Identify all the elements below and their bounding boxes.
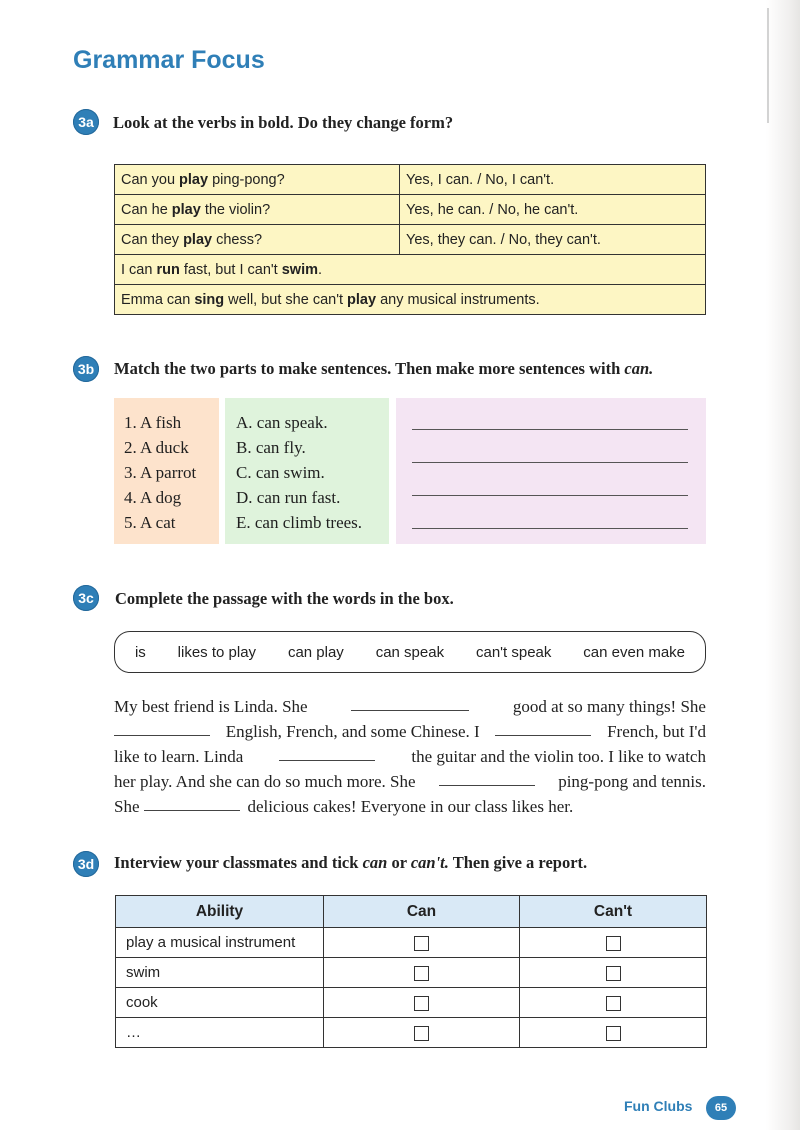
blank-field[interactable] xyxy=(439,769,535,786)
survey-table-3d xyxy=(115,895,707,1048)
grammar-table-3a xyxy=(114,164,706,315)
predicates-box xyxy=(225,398,389,544)
passage-line: She delicious cakes! Everyone in our class likes her. xyxy=(114,794,706,819)
section-title: Grammar Focus xyxy=(73,46,265,74)
cant-checkbox[interactable] xyxy=(606,1026,621,1041)
blank-field[interactable] xyxy=(279,744,375,761)
badge-3b: 3b xyxy=(73,356,99,382)
table-header-row xyxy=(116,896,707,928)
answer-line[interactable] xyxy=(412,429,688,430)
table-row xyxy=(116,958,707,988)
page-edge-line xyxy=(767,8,769,123)
list-item: 2. A duck xyxy=(124,438,189,457)
instruction-3d: Interview your classmates and tick can or can't. Then give a report. xyxy=(114,853,588,872)
can-checkbox[interactable] xyxy=(414,936,429,951)
word-box xyxy=(114,631,706,673)
blank-field[interactable] xyxy=(351,694,469,711)
word-option: likes to play xyxy=(177,643,257,661)
answer-line[interactable] xyxy=(412,462,688,463)
word-option: can speak xyxy=(375,643,445,661)
answer-line[interactable] xyxy=(412,528,688,529)
table-row xyxy=(116,1018,707,1048)
statement-cell: Emma can sing well, but she can't play any musical instruments. xyxy=(115,285,706,315)
answer-cell: Yes, he can. / No, he can't. xyxy=(400,195,706,225)
passage-line: English, French, and some Chinese. I French, but I'd xyxy=(114,719,706,744)
word-option: is xyxy=(134,643,146,661)
page-edge-shadow xyxy=(766,0,800,1130)
word-option: can play xyxy=(287,643,344,661)
table-row xyxy=(115,285,706,315)
ability-cell: play a musical instrument xyxy=(116,928,324,958)
list-item: 1. A fish xyxy=(124,413,182,432)
answer-cell: Yes, I can. / No, I can't. xyxy=(400,165,706,195)
list-item: E. can climb trees. xyxy=(236,513,363,532)
list-item: C. can swim. xyxy=(236,463,325,482)
ability-cell: cook xyxy=(116,988,324,1018)
answer-cell: Yes, they can. / No, they can't. xyxy=(400,225,706,255)
blank-field[interactable] xyxy=(144,794,240,811)
blank-field[interactable] xyxy=(114,719,210,736)
list-item: A. can speak. xyxy=(236,413,328,432)
table-row xyxy=(116,988,707,1018)
column-header: Ability xyxy=(116,896,324,928)
subjects-box xyxy=(114,398,219,544)
cant-checkbox[interactable] xyxy=(606,966,621,981)
cant-checkbox[interactable] xyxy=(606,936,621,951)
question-cell: Can they play chess? xyxy=(115,225,400,255)
page-number-badge: 65 xyxy=(706,1096,736,1120)
blank-field[interactable] xyxy=(495,719,591,736)
table-row xyxy=(115,255,706,285)
can-checkbox[interactable] xyxy=(414,1026,429,1041)
statement-cell: I can run fast, but I can't swim. xyxy=(115,255,706,285)
passage-line: My best friend is Linda. She good at so many things! She xyxy=(114,694,706,719)
list-item: D. can run fast. xyxy=(236,488,341,507)
can-checkbox[interactable] xyxy=(414,966,429,981)
badge-3d: 3d xyxy=(73,851,99,877)
question-cell: Can you play ping-pong? xyxy=(115,165,400,195)
answer-line[interactable] xyxy=(412,495,688,496)
table-row xyxy=(115,195,706,225)
cant-checkbox[interactable] xyxy=(606,996,621,1011)
passage-line: like to learn. Linda the guitar and the violin too. I like to watch xyxy=(114,744,706,769)
question-cell: Can he play the violin? xyxy=(115,195,400,225)
word-option: can even make xyxy=(583,643,686,661)
list-item: 3. A parrot xyxy=(124,463,197,482)
instruction-3c: Complete the passage with the words in the box. xyxy=(115,589,454,608)
footer-unit-label: Fun Clubs xyxy=(624,1098,693,1114)
ability-cell: swim xyxy=(116,958,324,988)
list-item: 4. A dog xyxy=(124,488,182,507)
table-row xyxy=(116,928,707,958)
passage-line: her play. And she can do so much more. She ping-pong and tennis. xyxy=(114,769,706,794)
list-item: 5. A cat xyxy=(124,513,176,532)
list-item: B. can fly. xyxy=(236,438,306,457)
column-header: Can xyxy=(324,896,520,928)
can-checkbox[interactable] xyxy=(414,996,429,1011)
ability-cell: … xyxy=(116,1018,324,1048)
column-header: Can't xyxy=(520,896,707,928)
instruction-3b: Match the two parts to make sentences. Then make more sentences with can. xyxy=(114,359,654,378)
passage xyxy=(114,694,706,819)
table-row xyxy=(115,165,706,195)
badge-3c: 3c xyxy=(73,585,99,611)
instruction-3a: Look at the verbs in bold. Do they change form? xyxy=(113,113,454,132)
answer-lines-box xyxy=(396,398,706,544)
table-row xyxy=(115,225,706,255)
word-option: can't speak xyxy=(475,643,552,661)
badge-3a: 3a xyxy=(73,109,99,135)
